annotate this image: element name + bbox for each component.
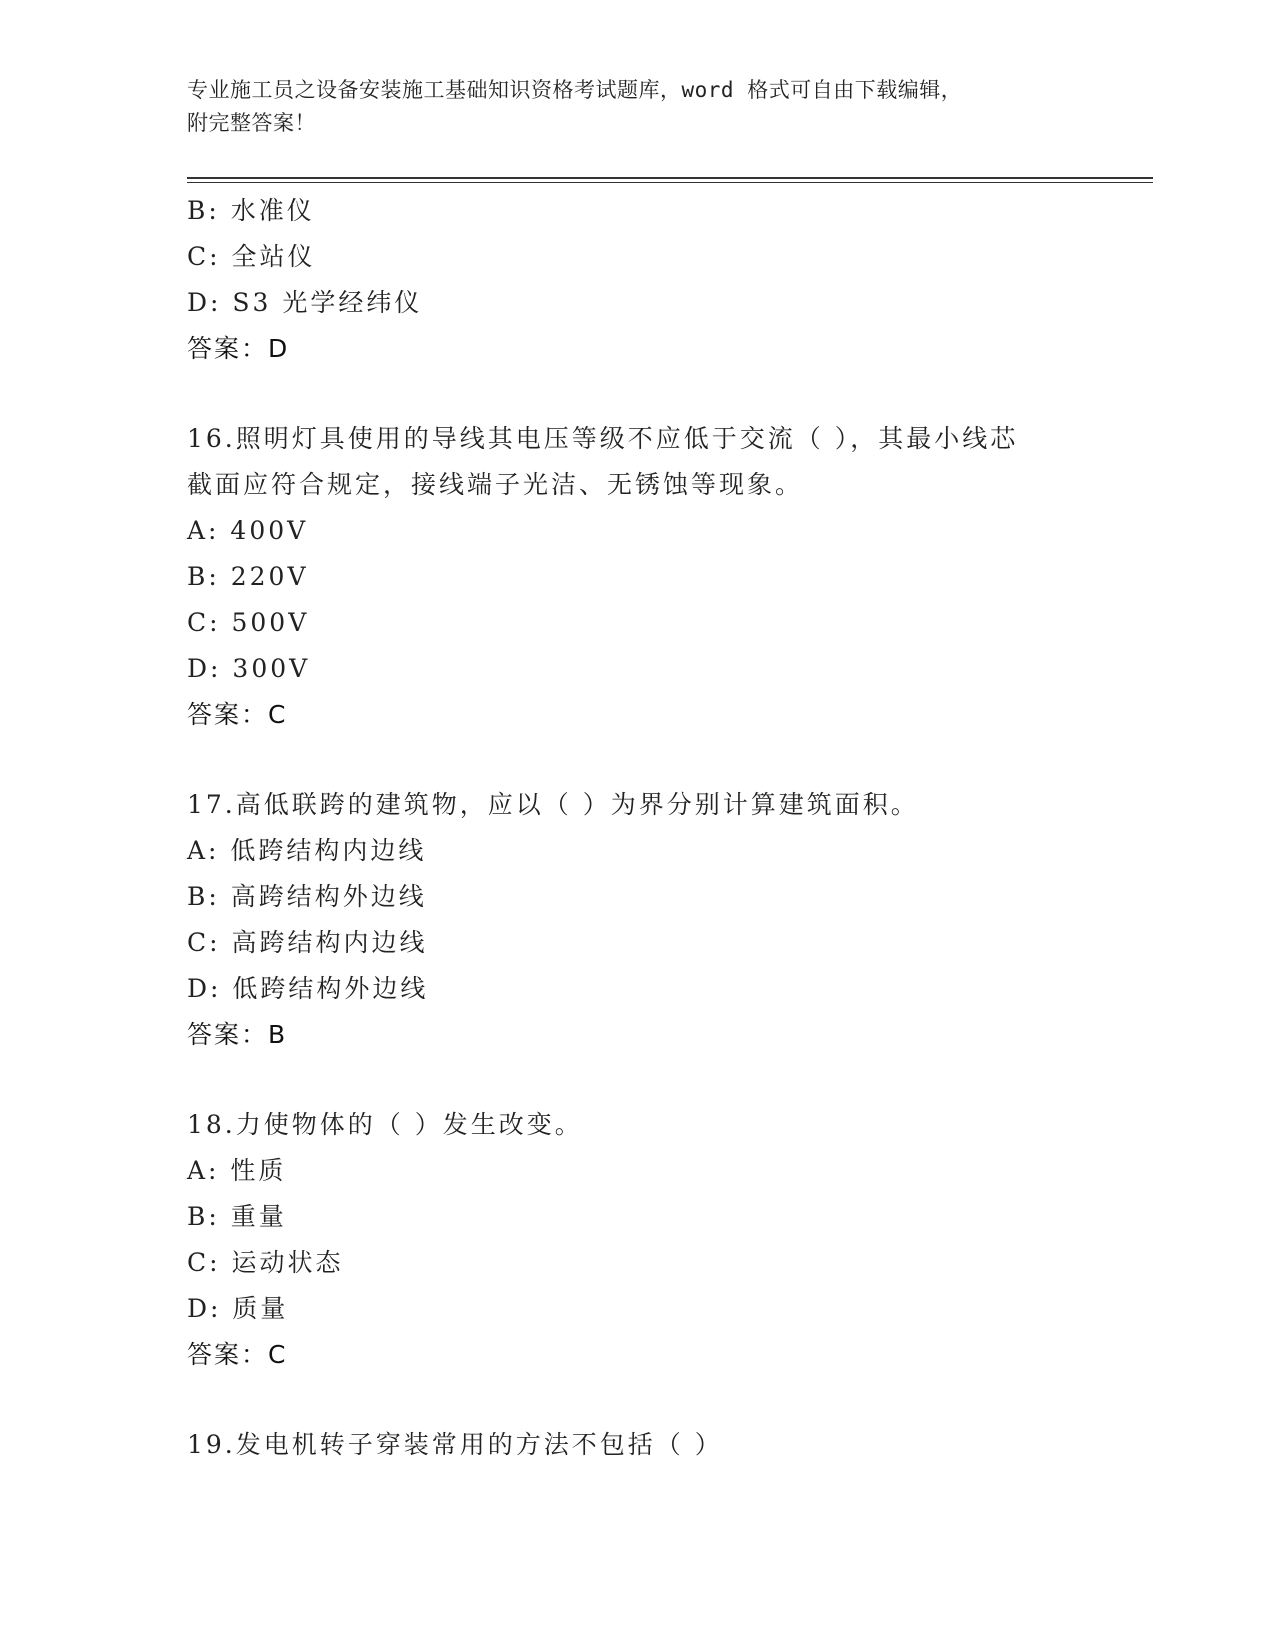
option-d: D: S3 光学经纬仪 bbox=[187, 288, 423, 317]
option-b: B: 重量 bbox=[187, 1202, 287, 1231]
header-divider-bottom bbox=[187, 182, 1153, 183]
answer-line: 答案：D bbox=[187, 334, 290, 363]
option-a: A: 性质 bbox=[187, 1156, 287, 1185]
option-c: C: 全站仪 bbox=[187, 242, 316, 271]
question-stem-continued: 截面应符合规定，接线端子光洁、无锈蚀等现象。 bbox=[187, 470, 804, 499]
question-17 bbox=[187, 782, 1117, 1058]
option-d: D: 低跨结构外边线 bbox=[187, 974, 429, 1003]
question-stem: 16.照明灯具使用的导线其电压等级不应低于交流（ ），其最小线芯 bbox=[187, 424, 1019, 453]
option-b: B: 220V bbox=[187, 562, 309, 591]
question-19 bbox=[187, 1422, 1117, 1468]
option-c: C: 500V bbox=[187, 608, 310, 637]
question-stem: 18.力使物体的（ ）发生改变。 bbox=[187, 1110, 583, 1139]
answer-line: 答案：B bbox=[187, 1020, 288, 1049]
option-a: A: 低跨结构内边线 bbox=[187, 836, 427, 865]
option-c: C: 高跨结构内边线 bbox=[187, 928, 428, 957]
question-16 bbox=[187, 416, 1117, 738]
question-list bbox=[187, 188, 1117, 1468]
question-stem: 19.发电机转子穿装常用的方法不包括（ ） bbox=[187, 1430, 723, 1459]
spacer bbox=[187, 1058, 1117, 1102]
option-c: C: 运动状态 bbox=[187, 1248, 344, 1277]
spacer bbox=[187, 372, 1117, 416]
option-b: B: 水准仪 bbox=[187, 196, 315, 225]
question-stem: 17.高低联跨的建筑物，应以（ ）为界分别计算建筑面积。 bbox=[187, 790, 919, 819]
header-divider-top bbox=[187, 177, 1153, 179]
spacer bbox=[187, 1378, 1117, 1422]
header-line-1: 专业施工员之设备安装施工基础知识资格考试题库，word 格式可自由下载编辑， bbox=[187, 78, 963, 102]
option-b: B: 高跨结构外边线 bbox=[187, 882, 427, 911]
answer-line: 答案：C bbox=[187, 700, 288, 729]
prev-question-block bbox=[187, 188, 1117, 372]
document-header bbox=[187, 74, 1087, 140]
option-d: D: 质量 bbox=[187, 1294, 289, 1323]
spacer bbox=[187, 738, 1117, 782]
header-line-2: 附完整答案！ bbox=[187, 111, 316, 135]
question-18 bbox=[187, 1102, 1117, 1378]
option-a: A: 400V bbox=[187, 516, 309, 545]
answer-line: 答案：C bbox=[187, 1340, 288, 1369]
option-d: D: 300V bbox=[187, 654, 311, 683]
